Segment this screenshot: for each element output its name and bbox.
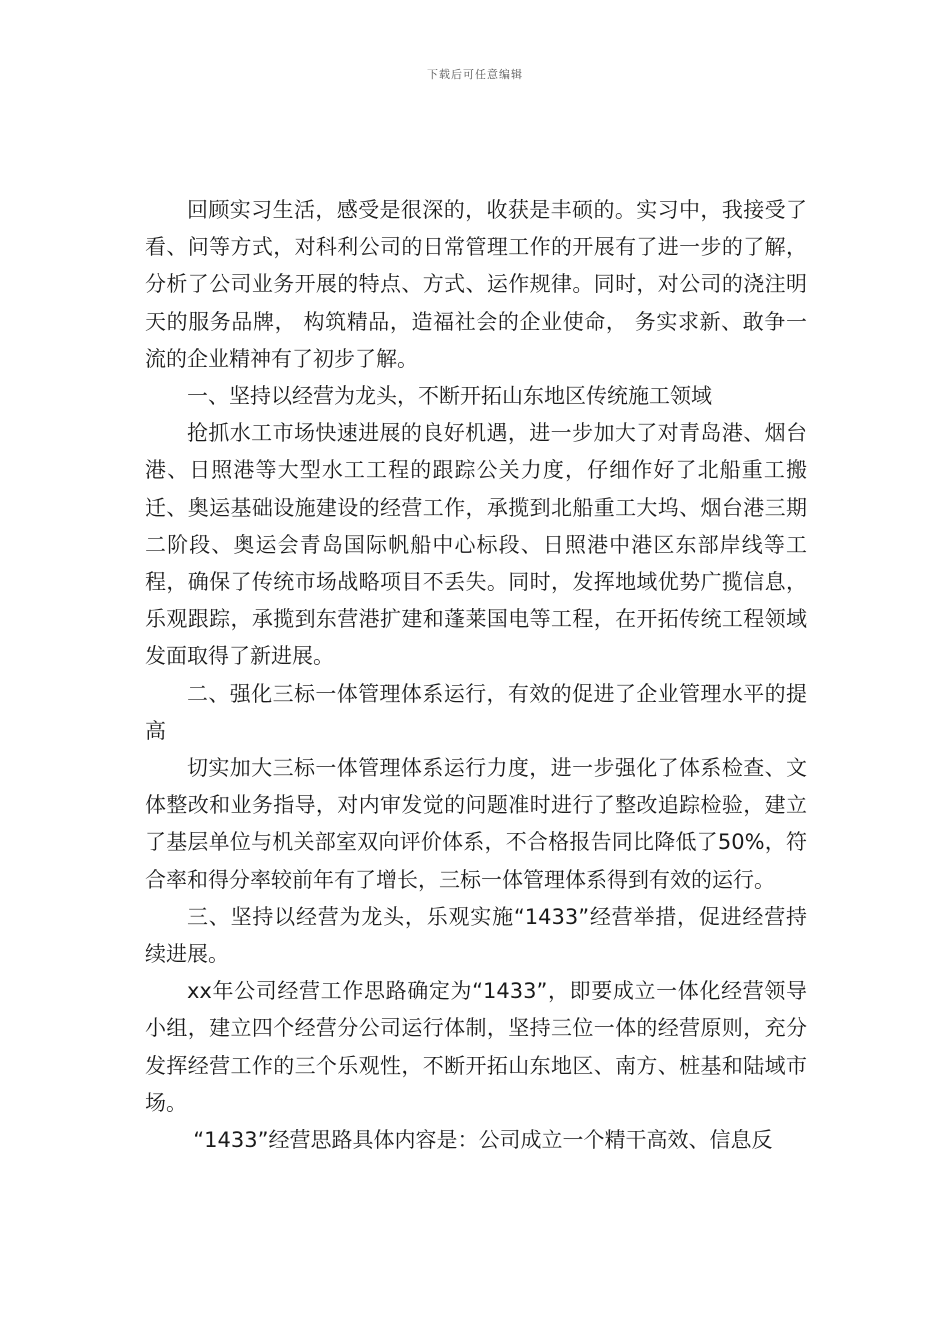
header-note: 下载后可任意编辑 xyxy=(427,68,523,81)
paragraph-section-1: 抢抓水工市场快速进展的良好机遇，进一步加大了对青岛港、烟台港、日照港等大型水工工程的跟踪公关力度，仔细作好了北船重工搬迁、奥运基础设施建设的经营工作，承揽到北船重工大坞、烟台港三期二阶段、奥运会青岛国际帆船中心标段、日照港中港区东部岸线等工程，确保了传统市场战略项目不丢失。同时，发挥地域优势广揽信息，乐观跟踪，承揽到东营港扩建和蓬莱国电等工程，在开拓传统工程领域发面取得了新进展。 xyxy=(145,421,807,669)
section-heading-2: 二、强化三标一体管理体系运行，有效的促进了企业管理水平的提高 xyxy=(145,681,807,743)
document-body xyxy=(145,192,807,1159)
section-heading-3: 三、坚持以经营为龙头，乐观实施“1433”经营举措，促进经营持续进展。 xyxy=(145,904,807,967)
paragraph-section-3: xx年公司经营工作思路确定为“1433”，即要成立一体化经营领导小组，建立四个经营分公司运行体制，坚持三位一体的经营原则，充分发挥经营工作的三个乐观性，不断开拓山东地区、南方、桩基和陆域市场。 xyxy=(145,979,807,1115)
paragraph-section-2: 切实加大三标一体管理体系运行力度，进一步强化了体系检查、文体整改和业务指导，对内审发觉的问题准时进行了整改追踪检验，建立了基层单位与机关部室双向评价体系，不合格报告同比降低了50%，符合率和得分率较前年有了增长，三标一体管理体系得到有效的运行。 xyxy=(145,756,807,892)
section-heading-1: 一、坚持以经营为龙头，不断开拓山东地区传统施工领域 xyxy=(187,384,712,409)
paragraph-intro: 回顾实习生活，感受是很深的，收获是丰硕的。实习中，我接受了看、问等方式，对科利公司的日常管理工作的开展有了进一步的了解，分析了公司业务开展的特点、方式、运作规律。同时，对公司的浇注明天的服务品牌， 构筑精品，造福社会的企业使命， 务实求新、敢争一流的企业精神有了初步了解。 xyxy=(145,198,807,371)
paragraph-1433-detail: “1433”经营思路具体内容是：公司成立一个精干高效、信息反 xyxy=(193,1128,773,1153)
